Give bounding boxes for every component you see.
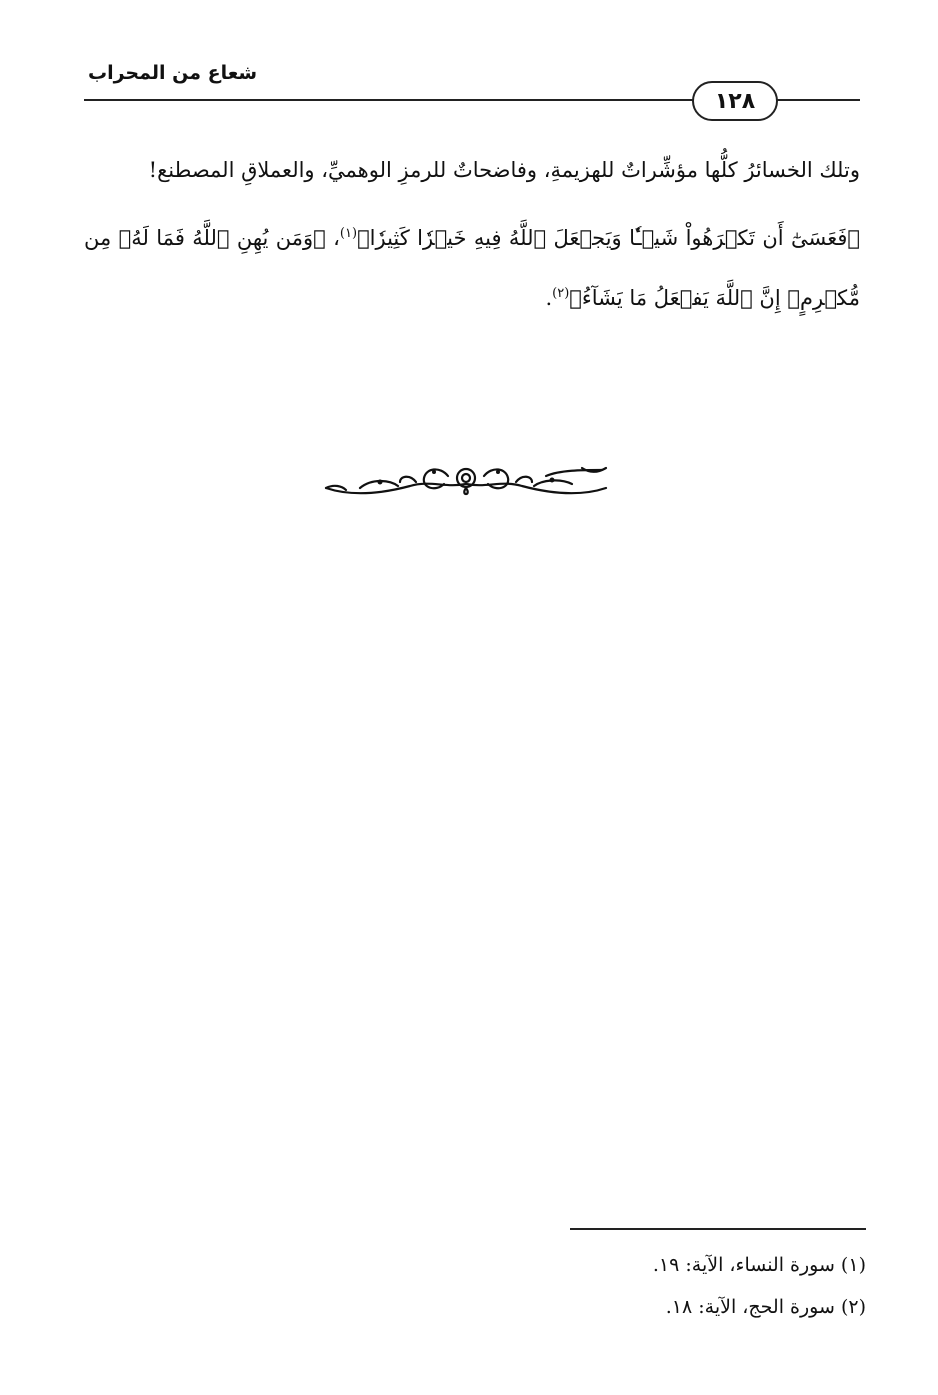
separator: ، (325, 226, 340, 250)
footnote: (١) سورة النساء، الآية: ١٩. (652, 1254, 866, 1276)
body-text (84, 142, 860, 334)
footnotes (500, 1244, 866, 1328)
page-number: ١٢٨ (714, 88, 756, 114)
page-number-badge (692, 81, 778, 121)
footnote: (٢) سورة الحج، الآية: ١٨. (665, 1296, 866, 1318)
footnote-rule (570, 1228, 866, 1230)
running-header-title: شعاع من المحراب (88, 62, 258, 84)
footnote-ref: (١) (339, 226, 358, 241)
quran-verse: ﴿وَمَن يُهِنِ ٱللَّهُ فَمَا لَهُۥ مِن مُّكۡرِمٍۚ إِنَّ ٱللَّهَ يَفۡعَلُ مَا يَشَآءُ﴾ (84, 226, 860, 310)
sentence-end: . (545, 286, 553, 310)
quran-verse: ﴿فَعَسَىٰٓ أَن تَكۡرَهُواْ شَيۡـٔٗا وَيَجۡعَلَ ٱللَّهُ فِيهِ خَيۡرٗا كَثِيرٗا﴾ (357, 226, 861, 250)
paragraph: وتلك الخسائرُ كلُّها مؤشِّراتٌ للهزيمةِ، وفاضحاتٌ للرمزِ الوهميِّ، والعملاقِ المصطنع! (148, 158, 860, 182)
ornament-divider-icon (320, 458, 612, 502)
footnote-ref: (٢) (552, 286, 570, 301)
quran-paragraph (84, 206, 860, 326)
